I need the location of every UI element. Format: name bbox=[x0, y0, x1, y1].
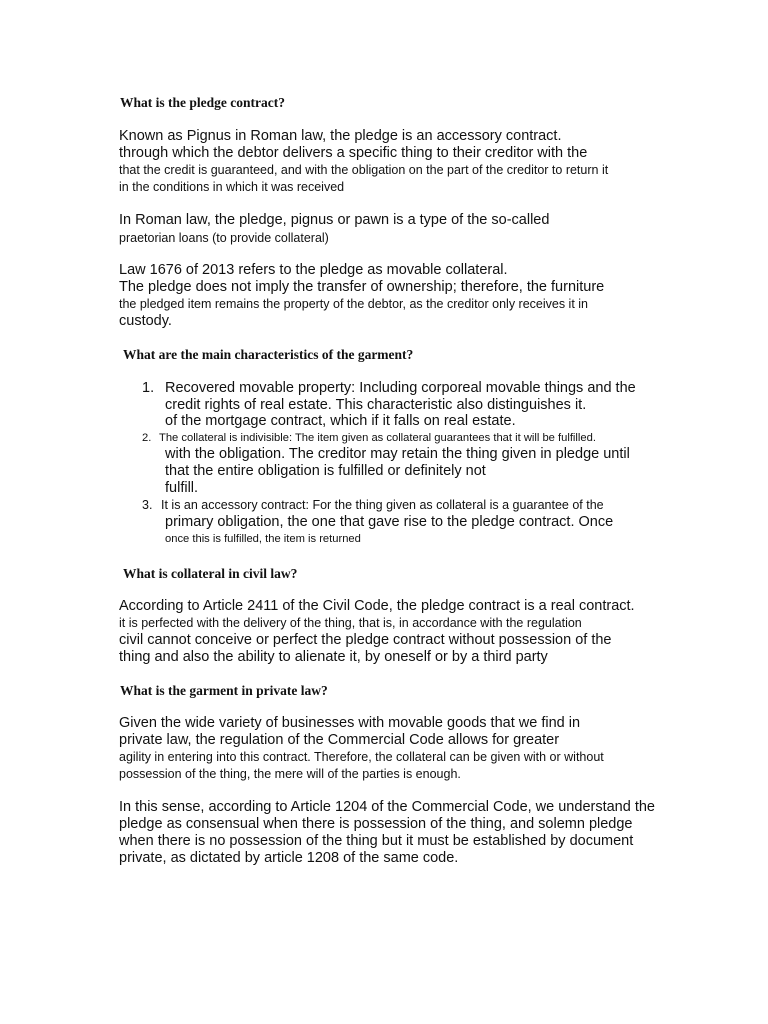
paragraph-line: Known as Pignus in Roman law, the pledge is an accessory contract. bbox=[119, 128, 562, 144]
list-item-line: once this is fulfilled, the item is returned bbox=[165, 533, 361, 545]
section-heading: What are the main characteristics of the garment? bbox=[123, 347, 414, 362]
paragraph-line: through which the debtor delivers a specific thing to their creditor with the bbox=[119, 145, 588, 161]
list-item-line: that the entire obligation is fulfilled or definitely not bbox=[165, 463, 486, 479]
paragraph-line: in the conditions in which it was received bbox=[119, 180, 345, 194]
list-item-line: credit rights of real estate. This characteristic also distinguishes it. bbox=[165, 397, 587, 413]
paragraph-line: private law, the regulation of the Commercial Code allows for greater bbox=[119, 732, 560, 748]
paragraph-line: According to Article 2411 of the Civil Code, the pledge contract is a real contract. bbox=[119, 598, 635, 614]
list-marker: 3. bbox=[142, 498, 153, 512]
paragraph-line: praetorian loans (to provide collateral) bbox=[119, 231, 329, 245]
paragraph-line: civil cannot conceive or perfect the pledge contract without possession of the bbox=[119, 632, 612, 648]
section-heading: What is collateral in civil law? bbox=[123, 566, 298, 581]
paragraph-line: In this sense, according to Article 1204 of the Commercial Code, we understand the bbox=[119, 799, 655, 815]
paragraph-line: agility in entering into this contract. Therefore, the collateral can be given with or without bbox=[119, 750, 604, 764]
list-item-line: fulfill. bbox=[165, 480, 199, 496]
paragraph-line: that the credit is guaranteed, and with the obligation on the part of the creditor to return it bbox=[119, 163, 609, 177]
paragraph-line: the pledged item remains the property of the debtor, as the creditor only receives it in bbox=[119, 297, 589, 311]
list-item-line: Recovered movable property: Including corporeal movable things and the bbox=[165, 380, 636, 396]
paragraph-line: possession of the thing, the mere will of the parties is enough. bbox=[119, 767, 461, 781]
paragraph-line: thing and also the ability to alienate it, by oneself or by a third party bbox=[119, 649, 548, 665]
list-marker: 1. bbox=[142, 380, 155, 396]
list-item-line: primary obligation, the one that gave rise to the pledge contract. Once bbox=[165, 514, 614, 530]
list-item-line: It is an accessory contract: For the thing given as collateral is a guarantee of the bbox=[161, 498, 604, 512]
list-item-line: of the mortgage contract, which if it falls on real estate. bbox=[165, 413, 516, 429]
list-item-line: The collateral is indivisible: The item given as collateral guarantees that it will be fulfilled. bbox=[159, 432, 596, 444]
paragraph-line: custody. bbox=[119, 313, 172, 329]
list-marker: 2. bbox=[142, 432, 152, 444]
paragraph-line: The pledge does not imply the transfer of ownership; therefore, the furniture bbox=[119, 279, 605, 295]
paragraph-line: it is perfected with the delivery of the thing, that is, in accordance with the regulation bbox=[119, 616, 582, 630]
paragraph-line: private, as dictated by article 1208 of the same code. bbox=[119, 850, 459, 866]
paragraph-line: pledge as consensual when there is possession of the thing, and solemn pledge bbox=[119, 816, 633, 832]
paragraph-line: Law 1676 of 2013 refers to the pledge as movable collateral. bbox=[119, 262, 508, 278]
section-heading: What is the garment in private law? bbox=[120, 683, 328, 698]
list-item-line: with the obligation. The creditor may retain the thing given in pledge until bbox=[165, 446, 630, 462]
paragraph-line: In Roman law, the pledge, pignus or pawn is a type of the so-called bbox=[119, 212, 550, 228]
section-heading: What is the pledge contract? bbox=[120, 95, 285, 110]
paragraph-line: Given the wide variety of businesses with movable goods that we find in bbox=[119, 715, 581, 731]
paragraph-line: when there is no possession of the thing but it must be established by document bbox=[119, 833, 634, 849]
